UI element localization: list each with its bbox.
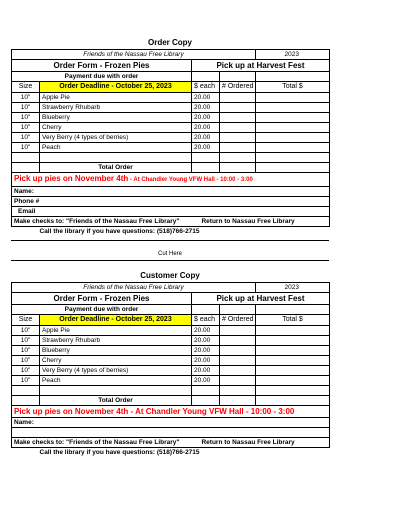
total-ordered-cell[interactable]: [220, 396, 256, 406]
col-each: $ each: [192, 315, 220, 326]
total-cell[interactable]: [256, 366, 330, 376]
col-each: $ each: [192, 82, 220, 93]
col-size: Size: [12, 82, 40, 93]
cut-divider-lower: [11, 260, 329, 261]
ordered-cell[interactable]: [220, 336, 256, 346]
ordered-cell[interactable]: [220, 376, 256, 386]
cut-divider: [11, 240, 329, 241]
table-row: [12, 356, 330, 366]
year-label: 2023: [256, 283, 330, 293]
item-size: 10": [12, 346, 40, 356]
checks-row: [12, 217, 330, 227]
year-label: 2023: [256, 50, 330, 60]
table-row: [12, 376, 330, 386]
order-copy-table: [11, 49, 330, 236]
table-row: [12, 366, 330, 376]
pickup-notice: [12, 173, 330, 187]
call-note: Call the library if you have questions: (518)766-2715: [12, 227, 330, 237]
ordered-cell[interactable]: [220, 366, 256, 376]
phone-field[interactable]: [12, 197, 330, 207]
checks-row: [12, 438, 330, 448]
item-price: 20.00: [192, 113, 220, 123]
item-name: Blueberry: [40, 346, 192, 356]
item-price: 20.00: [192, 376, 220, 386]
friends-label: Friends of the Nassau Free Library: [12, 283, 256, 293]
table-row: [12, 133, 330, 143]
total-cell[interactable]: [256, 376, 330, 386]
item-name: Peach: [40, 376, 192, 386]
total-cell[interactable]: [256, 103, 330, 113]
item-name: Blueberry: [40, 113, 192, 123]
total-amount-cell[interactable]: [256, 163, 330, 173]
item-size: 10": [12, 336, 40, 346]
blank-row: [12, 428, 330, 438]
table-row: [12, 336, 330, 346]
friends-label: Friends of the Nassau Free Library: [12, 50, 256, 60]
call-note: Call the library if you have questions: (518)766-2715: [12, 448, 330, 458]
checks-note: Make checks to: "Friends of the Nassau Free Library": [14, 439, 180, 446]
deadline-banner: Order Deadline - October 25, 2023: [40, 315, 192, 326]
item-size: 10": [12, 123, 40, 133]
deadline-banner: Order Deadline - October 25, 2023: [40, 82, 192, 93]
ordered-cell[interactable]: [220, 356, 256, 366]
pickup-detail: - At Chandler Young VFW Hall - 10:00 - 3:00: [128, 177, 253, 183]
table-row: [12, 113, 330, 123]
item-name: Very Berry (4 types of berries): [40, 133, 192, 143]
payment-note: Payment due with order: [12, 305, 192, 315]
ordered-cell[interactable]: [220, 113, 256, 123]
pickup-title: Pick up at Harvest Fest: [192, 60, 330, 72]
checks-note: Make checks to: "Friends of the Nassau Free Library": [14, 218, 180, 225]
item-price: 20.00: [192, 93, 220, 103]
item-size: 10": [12, 103, 40, 113]
table-row: [12, 326, 330, 336]
ordered-cell[interactable]: [220, 143, 256, 153]
item-size: 10": [12, 113, 40, 123]
total-order-label: Total Order: [40, 163, 192, 173]
total-cell[interactable]: [256, 346, 330, 356]
customer-copy-form: [11, 270, 329, 457]
item-name: Very Berry (4 types of berries): [40, 366, 192, 376]
total-cell[interactable]: [256, 123, 330, 133]
name-label: Name:: [14, 419, 34, 426]
name-field[interactable]: [12, 187, 330, 197]
form-title: Order Form - Frozen Pies: [12, 293, 192, 305]
customer-copy-table: [11, 282, 330, 457]
item-price: 20.00: [192, 123, 220, 133]
name-field[interactable]: [12, 418, 330, 428]
item-price: 20.00: [192, 336, 220, 346]
customer-copy-title: Customer Copy: [140, 271, 200, 280]
total-cell[interactable]: [256, 326, 330, 336]
order-copy-form: [11, 37, 329, 236]
item-name: Apple Pie: [40, 326, 192, 336]
pickup-title: Pick up at Harvest Fest: [192, 293, 330, 305]
ordered-cell[interactable]: [220, 346, 256, 356]
table-row: [12, 143, 330, 153]
item-size: 10": [12, 366, 40, 376]
table-row: [12, 93, 330, 103]
table-row: [12, 346, 330, 356]
table-row: [12, 103, 330, 113]
col-ordered: # Ordered: [220, 82, 256, 93]
form-title: Order Form - Frozen Pies: [12, 60, 192, 72]
return-note: Return to Nassau Free Library: [201, 218, 295, 225]
cut-here-label: Cut Here: [157, 251, 182, 257]
total-order-label: Total Order: [40, 396, 192, 406]
total-cell[interactable]: [256, 356, 330, 366]
item-size: 10": [12, 143, 40, 153]
ordered-cell[interactable]: [220, 93, 256, 103]
total-amount-cell[interactable]: [256, 396, 330, 406]
name-label: Name:: [14, 188, 34, 195]
item-price: 20.00: [192, 346, 220, 356]
ordered-cell[interactable]: [220, 133, 256, 143]
item-price: 20.00: [192, 366, 220, 376]
total-cell[interactable]: [256, 133, 330, 143]
ordered-cell[interactable]: [220, 123, 256, 133]
email-label: Email: [18, 208, 36, 215]
item-size: 10": [12, 356, 40, 366]
item-price: 20.00: [192, 143, 220, 153]
ordered-cell[interactable]: [220, 326, 256, 336]
col-size: Size: [12, 315, 40, 326]
item-size: 10": [12, 93, 40, 103]
total-cell[interactable]: [256, 143, 330, 153]
item-name: Apple Pie: [40, 93, 192, 103]
item-size: 10": [12, 326, 40, 336]
col-total: Total $: [256, 82, 330, 93]
pickup-date: Pick up pies on November 4th: [14, 174, 129, 183]
total-cell[interactable]: [256, 113, 330, 123]
pickup-notice: Pick up pies on November 4th - At Chandler Young VFW Hall - 10:00 - 3:00: [12, 406, 330, 418]
table-row: [12, 123, 330, 133]
total-ordered-cell[interactable]: [220, 163, 256, 173]
ordered-cell[interactable]: [220, 103, 256, 113]
col-ordered: # Ordered: [220, 315, 256, 326]
total-cell[interactable]: [256, 336, 330, 346]
return-note: Return to Nassau Free Library: [201, 439, 295, 446]
item-name: Cherry: [40, 123, 192, 133]
item-name: Strawberry Rhubarb: [40, 336, 192, 346]
item-price: 20.00: [192, 103, 220, 113]
item-size: 10": [12, 376, 40, 386]
payment-note: Payment due with order: [12, 72, 192, 82]
item-price: 20.00: [192, 356, 220, 366]
item-price: 20.00: [192, 133, 220, 143]
item-price: 20.00: [192, 326, 220, 336]
total-cell[interactable]: [256, 93, 330, 103]
col-total: Total $: [256, 315, 330, 326]
item-name: Cherry: [40, 356, 192, 366]
item-name: Peach: [40, 143, 192, 153]
order-copy-title: Order Copy: [147, 38, 192, 47]
item-name: Strawberry Rhubarb: [40, 103, 192, 113]
phone-label: Phone #: [14, 198, 40, 205]
email-field[interactable]: [12, 207, 330, 217]
item-size: 10": [12, 133, 40, 143]
